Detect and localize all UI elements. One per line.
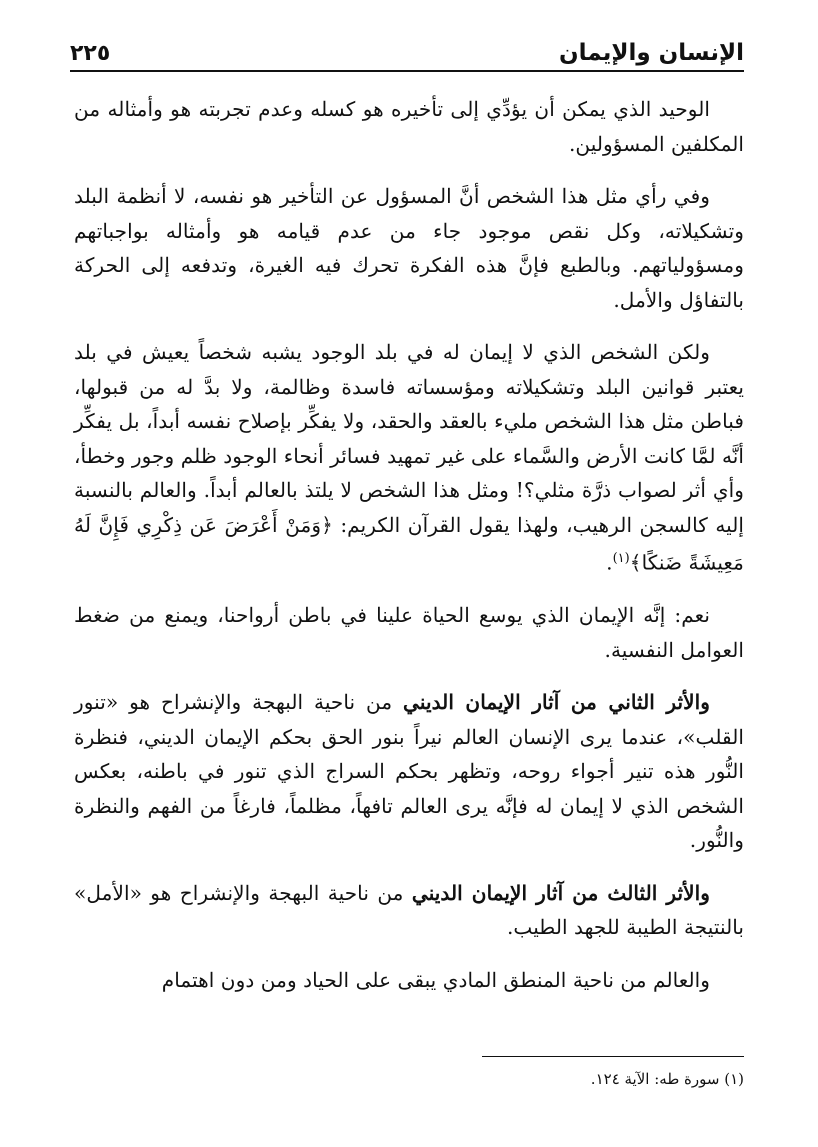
paragraph-7-text: والعالم من ناحية المنطق المادي يبقى على الحياد ومن دون اهتمام [161, 967, 710, 992]
paragraph-4 [74, 598, 744, 667]
paragraph-6-lead: والأثر الثالث من آثار الإيمان الديني [411, 880, 710, 905]
running-header [70, 26, 744, 72]
body-text [74, 92, 744, 1013]
paragraph-1-text: الوحيد الذي يمكن أن يؤدِّي إلى تأخيره هو كسله وعدم تجربته هو وأمثاله من المكلفين المسؤولين. [74, 97, 744, 156]
paragraph-5-text: من ناحية البهجة والإنشراح هو «تنور القلب»، عندما يرى الإنسان العالم نيراً بنور الحق بحكم الإيمان الديني، فنظرة النُّور هذه تنير أجواء روحه، وتظهر بحكم السراج الذي تنور في باطنه، بعكس الشخص الذي لا إيمان له فإنَّه يرى العالم تافهاً، مظلماً، فارغاً من الفهم والنظرة والنُّور. [74, 690, 744, 853]
paragraph-2-text: وفي رأي مثل هذا الشخص أنَّ المسؤول عن التأخير هو نفسه، لا أنظمة البلد وتشكيلاته، وكل نقص موجود جاء من عدم قيامه هو وأمثاله بواجباتهم ومسؤولياتهم. وبالطبع فإنَّ هذه الفكرة تحرك فيه الغيرة، وتدفعه إلى الحركة بالتفاؤل والأمل. [74, 184, 744, 312]
paragraph-7 [74, 963, 744, 998]
quran-verse: ﴿وَمَنْ أَعْرَضَ عَن ذِكْرِي فَإِنَّ لَهُ مَعِيشَةً ضَنكًا﴾ [74, 512, 744, 575]
footnote [74, 1068, 744, 1090]
paragraph-6 [74, 876, 744, 945]
paragraph-1 [74, 92, 744, 161]
paragraph-4-text: نعم: إنَّه الإيمان الذي يوسع الحياة علينا في باطن أرواحنا، ويمنع من ضغط العوامل النفسية. [74, 603, 744, 662]
running-title: الإنسان والإيمان [559, 40, 744, 66]
paragraph-3-end: . [606, 550, 613, 575]
paragraph-3 [74, 335, 744, 580]
page-number: ٢٢٥ [70, 41, 111, 66]
paragraph-5 [74, 685, 744, 858]
paragraph-2 [74, 179, 744, 317]
paragraph-3-text: ولكن الشخص الذي لا إيمان له في بلد الوجود يشبه شخصاً يعيش في بلد يعتبر قوانين البلد وتشكيلاته ومؤسساته فاسدة وظالمة، ولا بدَّ له من قبولها، فباطن مثل هذا الشخص مليء بالعقد والحقد، ولا يفكِّر بإصلاح نفسه أبداً، بل يفكِّر أنَّه لمَّا كانت الأرض والسَّماء على غير تمهيد فسائر أنحاء الوجود ظلم وجور وخطأ، وأي أثر لصواب ذرَّة مثلي؟! ومثل هذا الشخص لا يلتذ بالعالم أبداً. والعالم بالنسبة إليه كالسجن الرهيب، ولهذا يقول القرآن الكريم: [74, 340, 744, 537]
paragraph-6-text: من ناحية البهجة والإنشراح هو «الأمل» بالنتيجة الطيبة للجهد الطيب. [74, 880, 744, 940]
paragraph-5-lead: والأثر الثاني من آثار الإيمان الديني [403, 690, 710, 715]
footnote-divider [482, 1056, 744, 1057]
footnote-reference[interactable]: (١) [612, 551, 630, 566]
footnote-text: (١) سورة طه: الآية ١٢٤. [590, 1070, 744, 1088]
